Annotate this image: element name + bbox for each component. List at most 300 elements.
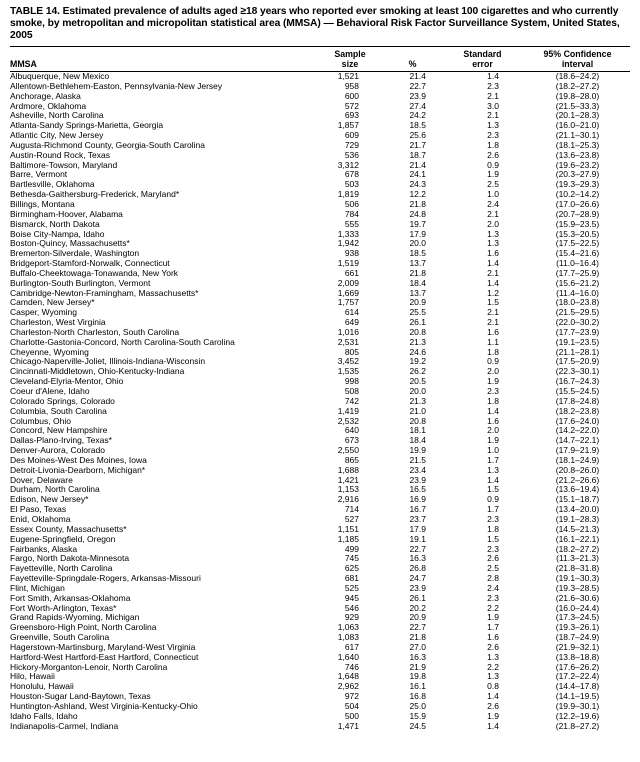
- table-row: [10, 456, 630, 466]
- cell-standard-error: 2.3: [487, 544, 499, 554]
- cell-sample-size: 2,962: [337, 682, 359, 692]
- cell-sample-size: 714: [344, 505, 359, 515]
- cell-percent: 13.7: [409, 259, 426, 269]
- cell-percent: 25.5: [409, 308, 426, 318]
- cell-standard-error: 0.8: [487, 682, 499, 692]
- cell-standard-error: 1.2: [487, 288, 499, 298]
- cell-mmsa: Fayetteville, North Carolina: [10, 564, 113, 574]
- cell-sample-size: 1,757: [337, 298, 359, 308]
- cell-confidence-interval: (18.7–24.9): [555, 633, 600, 643]
- cell-standard-error: 1.4: [487, 278, 499, 288]
- cell-mmsa: Charleston-North Charleston, South Carolina: [10, 327, 180, 337]
- cell-percent: 24.3: [409, 180, 426, 190]
- cell-sample-size: 1,016: [337, 327, 359, 337]
- cell-confidence-interval: (17.0–26.6): [555, 199, 600, 209]
- cell-confidence-interval: (14.2–22.0): [555, 426, 600, 436]
- cell-sample-size: 1,857: [337, 121, 359, 131]
- cell-standard-error: 0.9: [487, 495, 499, 505]
- cell-percent: 23.9: [409, 91, 426, 101]
- cell-sample-size: 3,312: [337, 160, 359, 170]
- cell-confidence-interval: (19.1–30.3): [555, 574, 600, 584]
- cell-percent: 16.7: [409, 505, 426, 515]
- cell-confidence-interval: (17.6–24.0): [555, 416, 600, 426]
- cell-sample-size: 536: [344, 150, 359, 160]
- cell-standard-error: 1.0: [487, 190, 499, 200]
- table-row: [10, 574, 630, 584]
- table-row: [10, 485, 630, 495]
- table-row: [10, 397, 630, 407]
- cell-sample-size: 1,083: [337, 633, 359, 643]
- cell-confidence-interval: (17.9–21.9): [555, 446, 600, 456]
- cell-percent: 21.4: [409, 71, 426, 81]
- cell-sample-size: 525: [344, 583, 359, 593]
- cell-mmsa: Billings, Montana: [10, 199, 75, 209]
- cell-mmsa: Essex County, Massachusetts*: [10, 524, 127, 534]
- cell-confidence-interval: (15.6–21.2): [555, 278, 600, 288]
- cell-percent: 23.9: [409, 583, 426, 593]
- cell-confidence-interval: (17.3–24.5): [555, 613, 600, 623]
- table-row: [10, 151, 630, 161]
- cell-standard-error: 2.4: [487, 583, 499, 593]
- cell-mmsa: Chicago-Naperville-Joliet, Illinois-Indiana-Wisconsin: [10, 357, 206, 367]
- cell-mmsa: Casper, Wyoming: [10, 308, 78, 318]
- table-row: [10, 180, 630, 190]
- cell-standard-error: 2.2: [487, 603, 499, 613]
- cell-percent: 20.0: [409, 387, 426, 396]
- cell-mmsa: Bridgeport-Stamford-Norwalk, Connecticut: [10, 259, 170, 269]
- cell-mmsa: Hagerstown-Martinsburg, Maryland-West Virginia: [10, 642, 196, 652]
- cell-percent: 22.7: [409, 623, 426, 633]
- cell-standard-error: 2.6: [487, 554, 499, 564]
- table-row: [10, 348, 630, 358]
- cell-confidence-interval: (21.2–26.6): [555, 475, 600, 485]
- cell-standard-error: 1.3: [487, 672, 499, 682]
- table-row: [10, 200, 630, 210]
- prevalence-table: [10, 46, 630, 732]
- cell-sample-size: 1,648: [337, 672, 359, 682]
- cell-mmsa: Albuquerque, New Mexico: [10, 71, 110, 81]
- cell-percent: 16.1: [409, 682, 426, 692]
- cell-percent: 16.3: [409, 554, 426, 564]
- cell-mmsa: Charlotte-Gastonia-Concord, North Carolina-South Carolina: [10, 337, 235, 347]
- cell-percent: 27.0: [409, 642, 426, 652]
- cell-sample-size: 500: [344, 711, 359, 721]
- cell-standard-error: 1.8: [487, 347, 499, 357]
- column-header-standard-error-label: Standard error: [463, 49, 502, 69]
- cell-percent: 20.2: [409, 603, 426, 613]
- cell-mmsa: Fort Worth-Arlington, Texas*: [10, 603, 117, 613]
- cell-sample-size: 1,640: [337, 652, 359, 662]
- table-row: [10, 692, 630, 702]
- cell-standard-error: 2.1: [487, 318, 499, 328]
- table-row: [10, 613, 630, 623]
- cell-confidence-interval: (22.3–30.1): [555, 367, 600, 377]
- cell-standard-error: 1.8: [487, 140, 499, 150]
- table-row: [10, 407, 630, 417]
- cell-percent: 20.5: [409, 377, 426, 387]
- cell-standard-error: 2.6: [487, 642, 499, 652]
- table-row: [10, 318, 630, 328]
- cell-sample-size: 499: [344, 544, 359, 554]
- cell-standard-error: 1.5: [487, 485, 499, 495]
- cell-confidence-interval: (20.3–27.9): [555, 170, 600, 180]
- cell-confidence-interval: (21.1–30.1): [555, 131, 600, 141]
- table-row: [10, 298, 630, 308]
- cell-mmsa: Flint, Michigan: [10, 583, 65, 593]
- table-row: [10, 525, 630, 535]
- cell-standard-error: 2.4: [487, 199, 499, 209]
- cell-mmsa: Bartlesville, Oklahoma: [10, 180, 95, 190]
- cell-standard-error: 0.9: [487, 160, 499, 170]
- cell-confidence-interval: (11.0–16.4): [556, 259, 599, 269]
- cell-mmsa: Greenville, South Carolina: [10, 633, 110, 643]
- table-row: [10, 308, 630, 318]
- cell-sample-size: 2,009: [337, 278, 359, 288]
- cell-standard-error: 1.9: [487, 711, 499, 721]
- table-row: [10, 328, 630, 338]
- cell-confidence-interval: (21.8–31.8): [555, 564, 600, 574]
- cell-standard-error: 2.2: [487, 662, 499, 672]
- cell-confidence-interval: (13.6–19.4): [555, 485, 600, 495]
- table-row: [10, 535, 630, 545]
- cell-sample-size: 1,471: [337, 721, 359, 731]
- cell-percent: 21.7: [409, 140, 426, 150]
- cell-mmsa: Cleveland-Elyria-Mentor, Ohio: [10, 377, 124, 387]
- table-row: [10, 466, 630, 476]
- cell-confidence-interval: (19.8–28.0): [555, 91, 600, 101]
- cell-confidence-interval: (21.5–33.3): [555, 101, 600, 111]
- cell-mmsa: Boise City-Nampa, Idaho: [10, 229, 105, 239]
- cell-mmsa: Barre, Vermont: [10, 170, 68, 180]
- table-row: [10, 170, 630, 180]
- cell-mmsa: Anchorage, Alaska: [10, 91, 81, 101]
- cell-standard-error: 1.6: [487, 249, 499, 259]
- cell-confidence-interval: (19.1–28.3): [555, 514, 600, 524]
- cell-percent: 19.7: [409, 219, 426, 229]
- cell-confidence-interval: (18.1–25.3): [555, 140, 600, 150]
- cell-percent: 26.1: [409, 593, 426, 603]
- cell-sample-size: 1,185: [337, 534, 359, 544]
- cell-confidence-interval: (14.5–21.3): [555, 524, 600, 534]
- table-row: [10, 417, 630, 427]
- table-row: [10, 446, 630, 456]
- cell-confidence-interval: (19.9–30.1): [555, 702, 600, 711]
- cell-confidence-interval: (17.5–22.5): [555, 239, 600, 249]
- cell-confidence-interval: (16.7–24.3): [555, 377, 600, 387]
- cell-sample-size: 661: [344, 268, 359, 278]
- cell-sample-size: 742: [344, 396, 359, 406]
- cell-mmsa: Austin-Round Rock, Texas: [10, 150, 111, 160]
- cell-standard-error: 0.9: [487, 357, 499, 367]
- cell-confidence-interval: (21.8–27.2): [555, 721, 600, 731]
- cell-percent: 23.9: [409, 475, 426, 485]
- cell-standard-error: 2.1: [487, 111, 499, 121]
- table-row: [10, 338, 630, 348]
- cell-percent: 15.9: [409, 711, 426, 721]
- cell-percent: 25.0: [409, 702, 426, 711]
- column-header-confidence-interval-label: 95% Confidence interval: [543, 49, 612, 69]
- table-row: [10, 357, 630, 367]
- cell-percent: 22.7: [409, 544, 426, 554]
- cell-confidence-interval: (18.0–23.8): [555, 298, 600, 308]
- column-header-mmsa-label: MMSA: [10, 59, 37, 69]
- table-row: [10, 663, 630, 673]
- cell-mmsa: Charleston, West Virginia: [10, 318, 106, 328]
- cell-mmsa: Bremerton-Silverdale, Washington: [10, 249, 140, 259]
- table-row: [10, 92, 630, 102]
- table-row: [10, 505, 630, 515]
- cell-sample-size: 546: [344, 603, 359, 613]
- cell-sample-size: 681: [344, 574, 359, 584]
- cell-sample-size: 938: [344, 249, 359, 259]
- cell-sample-size: 640: [344, 426, 359, 436]
- cell-sample-size: 1,535: [337, 367, 359, 377]
- cell-percent: 23.7: [409, 514, 426, 524]
- cell-standard-error: 1.3: [487, 465, 499, 475]
- cell-standard-error: 2.3: [487, 81, 499, 91]
- cell-sample-size: 1,819: [337, 190, 359, 200]
- cell-mmsa: Durham, North Carolina: [10, 485, 100, 495]
- cell-percent: 18.5: [409, 121, 426, 131]
- cell-confidence-interval: (14.4–17.8): [555, 682, 600, 692]
- cell-confidence-interval: (17.2–22.4): [555, 672, 600, 682]
- cell-standard-error: 1.9: [487, 436, 499, 446]
- cell-mmsa: Atlantic City, New Jersey: [10, 131, 104, 141]
- cell-sample-size: 3,452: [337, 357, 359, 367]
- cell-confidence-interval: (13.6–23.8): [555, 150, 600, 160]
- cell-standard-error: 1.7: [487, 505, 499, 515]
- table-row: [10, 131, 630, 141]
- cell-percent: 19.1: [409, 534, 426, 544]
- table-row: [10, 702, 630, 712]
- cell-mmsa: Columbus, Ohio: [10, 416, 71, 426]
- cell-standard-error: 1.6: [487, 633, 499, 643]
- cell-percent: 18.4: [409, 278, 426, 288]
- cell-sample-size: 527: [344, 514, 359, 524]
- cell-sample-size: 2,916: [337, 495, 359, 505]
- table-row: [10, 633, 630, 643]
- cell-confidence-interval: (11.4–16.0): [556, 288, 599, 298]
- cell-mmsa: Concord, New Hampshire: [10, 426, 108, 436]
- cell-sample-size: 1,419: [337, 406, 359, 416]
- cell-standard-error: 1.6: [487, 416, 499, 426]
- cell-confidence-interval: (14.1–19.5): [555, 692, 600, 702]
- cell-confidence-interval: (17.6–26.2): [555, 662, 600, 672]
- cell-standard-error: 1.9: [487, 613, 499, 623]
- cell-mmsa: Birmingham-Hoover, Alabama: [10, 209, 123, 219]
- cell-standard-error: 1.9: [487, 377, 499, 387]
- cell-confidence-interval: (20.8–26.0): [555, 465, 600, 475]
- cell-sample-size: 1,688: [337, 465, 359, 475]
- cell-mmsa: Cambridge-Newton-Framingham, Massachusetts*: [10, 288, 199, 298]
- cell-confidence-interval: (13.4–20.0): [555, 505, 600, 515]
- cell-confidence-interval: (21.9–32.1): [555, 642, 600, 652]
- cell-mmsa: Honolulu, Hawaii: [10, 682, 74, 692]
- cell-sample-size: 572: [344, 101, 359, 111]
- table-row: [10, 161, 630, 171]
- cell-confidence-interval: (15.9–23.5): [555, 219, 600, 229]
- table-row: [10, 249, 630, 259]
- cell-mmsa: Burlington-South Burlington, Vermont: [10, 278, 151, 288]
- cell-percent: 19.9: [409, 446, 426, 456]
- cell-standard-error: 1.3: [487, 121, 499, 131]
- cell-percent: 16.9: [409, 495, 426, 505]
- cell-mmsa: Eugene-Springfield, Oregon: [10, 534, 116, 544]
- cell-standard-error: 1.3: [487, 239, 499, 249]
- cell-confidence-interval: (19.3–28.5): [555, 583, 600, 593]
- cell-sample-size: 503: [344, 180, 359, 190]
- cell-percent: 16.8: [409, 692, 426, 702]
- cell-standard-error: 1.0: [487, 446, 499, 456]
- cell-confidence-interval: (15.5–24.5): [555, 387, 600, 396]
- cell-confidence-interval: (17.8–24.8): [555, 396, 600, 406]
- cell-sample-size: 745: [344, 554, 359, 564]
- cell-mmsa: Allentown-Bethlehem-Easton, Pennsylvania-New Jersey: [10, 81, 223, 91]
- cell-percent: 17.9: [409, 524, 426, 534]
- cell-mmsa: Baltimore-Towson, Maryland: [10, 160, 118, 170]
- column-header-percent: [385, 47, 440, 72]
- cell-mmsa: Fargo, North Dakota-Minnesota: [10, 554, 130, 564]
- cell-sample-size: 609: [344, 131, 359, 141]
- cell-percent: 21.3: [409, 337, 426, 347]
- cell-confidence-interval: (21.1–28.1): [555, 347, 600, 357]
- cell-standard-error: 1.7: [487, 455, 499, 465]
- cell-standard-error: 2.0: [487, 426, 499, 436]
- cell-mmsa: Indianapolis-Carmel, Indiana: [10, 721, 119, 731]
- cell-sample-size: 506: [344, 199, 359, 209]
- cell-percent: 20.0: [409, 239, 426, 249]
- cell-confidence-interval: (16.0–24.4): [555, 603, 600, 613]
- cell-confidence-interval: (15.3–20.5): [555, 229, 600, 239]
- table-row: [10, 141, 630, 151]
- cell-sample-size: 945: [344, 593, 359, 603]
- table-row: [10, 653, 630, 663]
- cell-mmsa: Asheville, North Carolina: [10, 111, 104, 121]
- table-row: [10, 102, 630, 112]
- cell-confidence-interval: (21.6–30.6): [555, 593, 600, 603]
- cell-sample-size: 649: [344, 318, 359, 328]
- column-header-sample-size: [315, 47, 385, 72]
- cell-standard-error: 1.6: [487, 327, 499, 337]
- cell-percent: 24.8: [409, 209, 426, 219]
- cell-confidence-interval: (19.3–26.1): [555, 623, 600, 633]
- cell-confidence-interval: (12.2–19.6): [555, 711, 600, 721]
- table-row: [10, 722, 630, 732]
- cell-standard-error: 2.6: [487, 702, 499, 711]
- cell-sample-size: 729: [344, 140, 359, 150]
- column-header-sample-size-label: Sample size: [334, 49, 366, 69]
- table-row: [10, 515, 630, 525]
- cell-percent: 20.8: [409, 416, 426, 426]
- cell-confidence-interval: (17.5–20.9): [555, 357, 600, 367]
- cell-mmsa: Fort Smith, Arkansas-Oklahoma: [10, 593, 131, 603]
- table-row: [10, 495, 630, 505]
- cell-confidence-interval: (20.7–28.9): [555, 209, 600, 219]
- cell-sample-size: 1,333: [337, 229, 359, 239]
- cell-confidence-interval: (18.6–24.2): [555, 71, 600, 81]
- cell-mmsa: Fairbanks, Alaska: [10, 544, 78, 554]
- table-row: [10, 210, 630, 220]
- cell-percent: 17.9: [409, 229, 426, 239]
- cell-mmsa: El Paso, Texas: [10, 505, 67, 515]
- cell-mmsa: Camden, New Jersey*: [10, 298, 95, 308]
- cell-mmsa: Boston-Quincy, Massachusetts*: [10, 239, 130, 249]
- cell-percent: 20.9: [409, 613, 426, 623]
- cell-standard-error: 1.5: [487, 298, 499, 308]
- cell-sample-size: 1,669: [337, 288, 359, 298]
- cell-mmsa: Dallas-Plano-Irving, Texas*: [10, 436, 112, 446]
- cell-standard-error: 2.1: [487, 268, 499, 278]
- cell-percent: 19.8: [409, 672, 426, 682]
- cell-sample-size: 1,151: [337, 524, 359, 534]
- cell-confidence-interval: (18.2–23.8): [555, 406, 600, 416]
- cell-standard-error: 2.5: [487, 180, 499, 190]
- table-row: [10, 545, 630, 555]
- cell-confidence-interval: (18.2–27.2): [555, 544, 600, 554]
- cell-percent: 24.2: [409, 111, 426, 121]
- cell-sample-size: 555: [344, 219, 359, 229]
- cell-standard-error: 1.4: [487, 406, 499, 416]
- cell-sample-size: 1,421: [337, 475, 359, 485]
- cell-percent: 18.1: [409, 426, 426, 436]
- cell-standard-error: 1.8: [487, 524, 499, 534]
- cell-standard-error: 2.6: [487, 150, 499, 160]
- cell-percent: 18.7: [409, 150, 426, 160]
- table-row: [10, 712, 630, 722]
- cell-standard-error: 1.4: [487, 721, 499, 731]
- cell-mmsa: Cheyenne, Wyoming: [10, 347, 89, 357]
- cell-sample-size: 805: [344, 347, 359, 357]
- cell-standard-error: 2.1: [487, 209, 499, 219]
- cell-percent: 18.4: [409, 436, 426, 446]
- cell-percent: 26.2: [409, 367, 426, 377]
- cell-sample-size: 673: [344, 436, 359, 446]
- table-row: [10, 476, 630, 486]
- table-row: [10, 239, 630, 249]
- header-row: [10, 47, 630, 72]
- cell-mmsa: Augusta-Richmond County, Georgia-South Carolina: [10, 140, 205, 150]
- cell-percent: 24.6: [409, 347, 426, 357]
- cell-mmsa: Ardmore, Oklahoma: [10, 101, 87, 111]
- cell-sample-size: 2,532: [337, 416, 359, 426]
- cell-confidence-interval: (18.2–27.2): [555, 81, 600, 91]
- column-header-confidence-interval: [525, 47, 630, 72]
- cell-sample-size: 693: [344, 111, 359, 121]
- cell-percent: 21.4: [409, 160, 426, 170]
- cell-standard-error: 2.8: [487, 574, 499, 584]
- cell-percent: 21.8: [409, 199, 426, 209]
- table-row: [10, 554, 630, 564]
- cell-percent: 18.5: [409, 249, 426, 259]
- cell-confidence-interval: (17.7–25.9): [555, 268, 600, 278]
- cell-mmsa: Hilo, Hawaii: [10, 672, 55, 682]
- cell-confidence-interval: (17.7–23.9): [555, 327, 600, 337]
- table-row: [10, 564, 630, 574]
- cell-percent: 23.4: [409, 465, 426, 475]
- cell-sample-size: 504: [344, 702, 359, 711]
- cell-mmsa: Dover, Delaware: [10, 475, 73, 485]
- cell-mmsa: Columbia, South Carolina: [10, 406, 107, 416]
- cell-sample-size: 746: [344, 662, 359, 672]
- cell-sample-size: 1,519: [337, 259, 359, 269]
- cell-confidence-interval: (20.1–28.3): [555, 111, 600, 121]
- cell-standard-error: 2.1: [487, 308, 499, 318]
- table-row: [10, 672, 630, 682]
- cell-standard-error: 1.5: [487, 534, 499, 544]
- cell-percent: 21.8: [409, 268, 426, 278]
- table-row: [10, 426, 630, 436]
- cell-confidence-interval: (15.1–18.7): [555, 495, 600, 505]
